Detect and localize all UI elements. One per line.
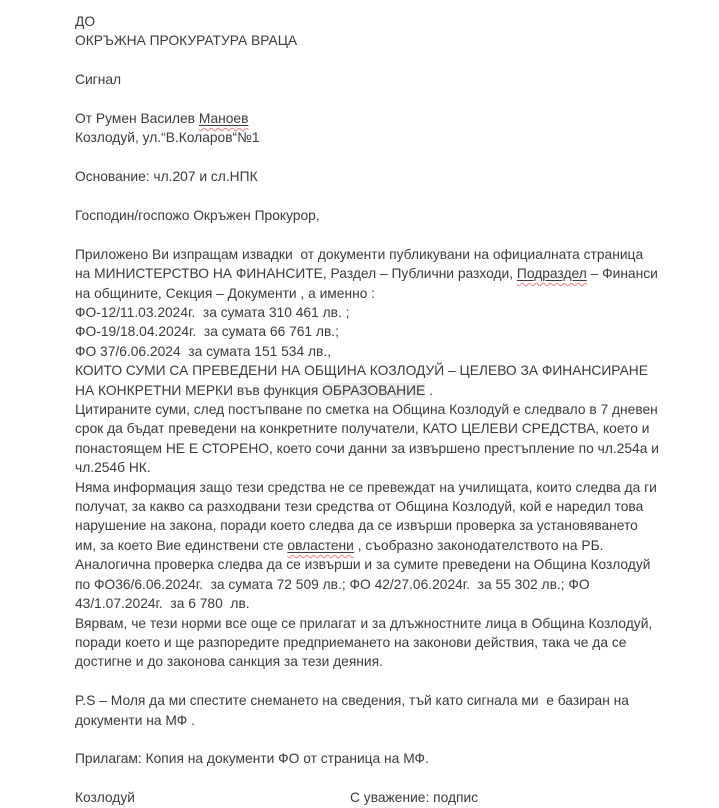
- paragraph-believe: Вярвам, че тези норми все още се прилагат и за длъжностните лица в Община Козлодуй, поради което и ще разпоредите предприемането на законови действия, така че да се достигне и до законова санкция за тези деяния.: [75, 615, 657, 670]
- footer-signature: С уважение: подпис: [350, 790, 479, 806]
- spacer: [75, 672, 659, 691]
- paragraph-cited-sums: Цитираните суми, след постъпване по сметка на Община Козлодуй е следвало в 7 дневен срок да бъдат преведени на конкретните получатели, КАТО ЦЕЛЕВИ СРЕДСТВА, което и понастоящем НЕ Е СТОРЕНО, което сочи данни за извършено престъпление по чл.254а и чл.254б НК.: [75, 402, 663, 476]
- salutation-line: Господин/госпожо Окръжен Прокурор,: [75, 208, 320, 223]
- fo-item-1: ФО-12/11.03.2024г. за сумата 310 461 лв. ;: [75, 305, 350, 321]
- paragraph-attachment: Прилагам: Копия на документи ФО от страница на МФ.: [75, 751, 429, 767]
- fo-item-3: ФО 37/6.06.2024 за сумата 151 534 лв.,: [75, 343, 332, 359]
- spacer: [75, 769, 659, 788]
- spellcheck-squiggle: [287, 538, 353, 553]
- spacer: [75, 187, 659, 206]
- spacer: [75, 730, 659, 749]
- spacer: [75, 225, 659, 244]
- recipient-to: ДО: [75, 14, 96, 29]
- sender-prefix: От Румен Василев: [75, 111, 199, 126]
- no-info-underlined-word: овластени: [287, 537, 354, 553]
- fo-item-2: ФО-19/18.04.2024г. за сумата 66 761 лв.;: [75, 324, 339, 340]
- legal-basis-line: Основание: чл.207 и сл.НПК: [75, 169, 258, 185]
- paragraph-intro: [75, 245, 662, 303]
- spellcheck-squiggle: [199, 111, 249, 126]
- footer-city: Козлодуй: [75, 790, 135, 806]
- spacer: [75, 148, 659, 167]
- paragraph-postscript: P.S – Моля да ми спестите снемането на сведения, тъй като сигнала ми е базиран на документи на МФ .: [75, 693, 633, 728]
- paragraph-koito: [75, 361, 659, 400]
- koito-part1: КОИТО СУМИ СА ПРЕВЕДЕНИ НА ОБЩИНА КОЗЛОДУЙ – ЦЕЛЕВО ЗА ФИНАНСИРАНЕ НА КОНКРЕТНИ МЕРКИ във функция: [75, 363, 652, 398]
- sender-line: [75, 109, 659, 128]
- sender-name-underlined: Маноев: [198, 111, 249, 126]
- signature-row: [75, 788, 659, 807]
- intro-part2: – Финанси на общините, Секция – Документи , а именно :: [75, 266, 662, 301]
- no-info-part1: Няма информация защо тези средства не се превеждат на училищата, които следва да ги получат, за какво са разходвани тези средства от Община Козлодуй, кой е наредил това нарушение на закона, поради което следва да се извърши проверка за установяването им, за което Вие единствени сте: [75, 479, 661, 553]
- subject-line: Сигнал: [75, 72, 122, 88]
- spacer: [75, 51, 659, 70]
- recipient-office: ОКРЪЖНА ПРОКУРАТУРА ВРАЦА: [75, 33, 298, 49]
- sender-address: Козлодуй, ул.“В.Коларов“№1: [75, 130, 260, 146]
- spacer: [75, 90, 659, 109]
- letter-document: [75, 12, 663, 808]
- koito-part2: .: [425, 382, 433, 398]
- no-info-part2: , съобразно законодателството на РБ.: [353, 537, 604, 553]
- paragraph-no-info: [75, 478, 659, 556]
- spellcheck-squiggle: [517, 266, 587, 281]
- paragraph-analogous: Аналогична проверка следва да се извърши и за сумите преведени на Община Козлодуй по ФО36/6.06.2024г. за сумата 72 509 лв.; ФО 42/27.06.2024г. за 55 302 лв.; ФО 43/1.07.2024г. за 6 780 лв.: [75, 557, 655, 612]
- koito-highlighted-word: ОБРАЗОВАНИЕ: [322, 382, 426, 398]
- intro-underlined-word: Подраздел: [516, 266, 587, 282]
- intro-part1: Приложено Ви изпращам извадки от документи публикувани на официалната страница на МИНИСТЕРСТВО НА ФИНАНСИТЕ, Раздел – Публични разходи,: [75, 246, 647, 282]
